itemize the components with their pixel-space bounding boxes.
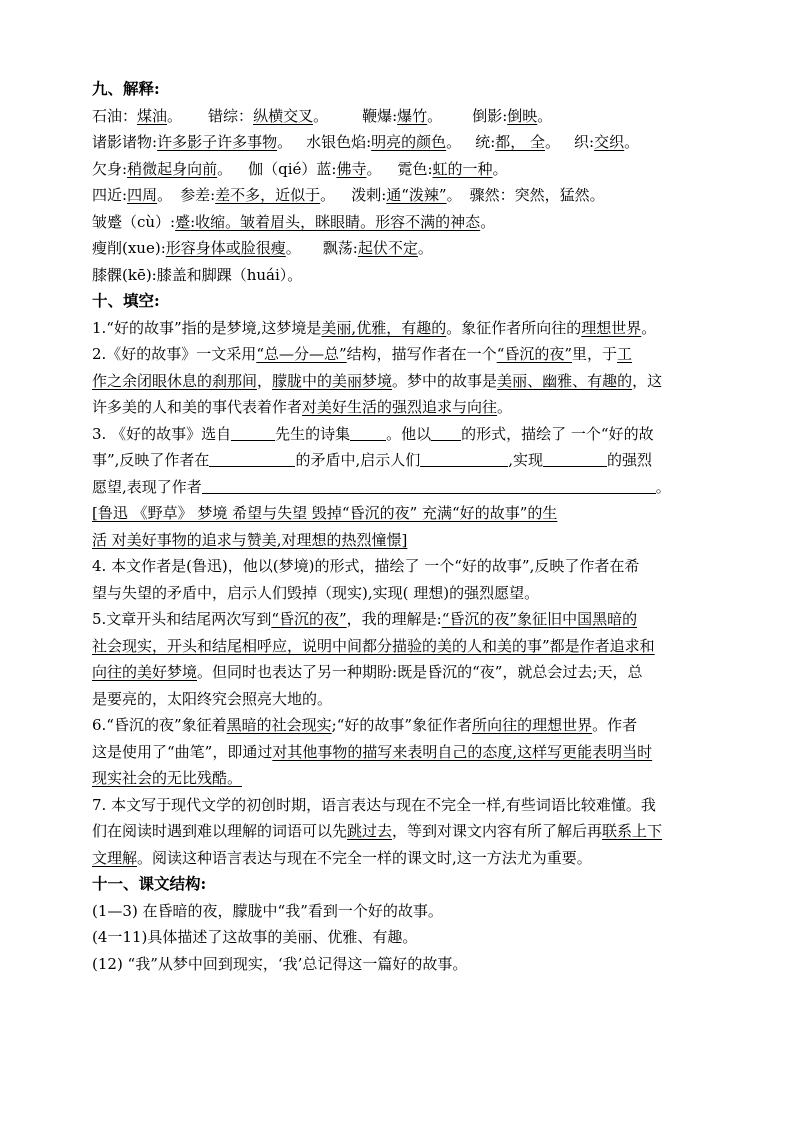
answer-underlined: 黑暗的社会现实 [226,716,332,734]
answer-underlined: “昏沉的夜” [496,345,573,363]
glossary-row-6: 瘦削(xue):形容身体或脸很瘦。 飘荡:起伏不定。 [92,239,433,257]
structure-item: (1—3) 在昏暗的夜，朦胧中“我”看到一个好的故事。 [92,901,443,920]
answer-underlined: 美丽、幽雅、有趣的 [497,371,633,390]
glossary-definition: 煤油 [137,106,168,125]
glossary-definition: 爆竹 [397,106,428,125]
glossary-row-2: 诸影诸物:许多影子许多事物。 水银色焰:明亮的颜色。 统:都， 全。 织:交织。 [92,133,640,151]
fill-blank[interactable] [543,450,607,467]
glossary-definition: 稍微起身向前 [127,159,218,178]
fill-blank[interactable] [209,450,295,467]
structure-item: (12) “我”从梦中回到现实，‘我’总记得这一篇好的故事。 [92,954,468,973]
document-page [92,76,712,977]
section-9-heading: 九、解释: [92,79,160,98]
glossary-definition: 虹的一种 [432,159,493,178]
question-6: 6.“昏沉的夜”象征着黑暗的社会现实;“好的故事”象征作者所向往的理想世界。作者 这是使用了“曲笔”，即通过对其他事物的描写来表明自己的态度,这样写更能表明当时 现实社会的无比残酷。 [92,716,653,787]
glossary-definition: 起伏不定 [357,239,418,257]
glossary-row-3: 欠身:稍微起身向前。 伽（qié）蓝:佛寺。 霓色:虹的一种。 [92,159,508,178]
glossary-term: 骤然： [469,186,515,204]
glossary-term: 诸影诸物: [92,133,158,151]
answer-underlined: 现实社会的无比残酷。 [92,769,243,787]
glossary-term: 泼剌: [351,186,387,204]
glossary-definition: 倒映 [507,106,538,125]
glossary-term: 织: [574,133,595,151]
answer-underlined: 社会现实，开头和结尾相呼应，说明中间都分描验的美的人和美的事”都是作者追求和 [92,636,655,655]
question-1: 1.“好的故事”指的是梦境,这梦境是美丽,优雅，有趣的。象征作者所向往的理想世界。 [92,318,657,337]
answer-underlined: 对美好生活的强烈追求与向往 [302,398,498,416]
answer-underlined: “昏沉的夜”象征旧中国黑暗的 [441,610,638,628]
answer-underlined: 理想世界 [581,318,642,337]
question-3: 3. 《好的故事》选自 先生的诗集 。他以 的形式，描绘了 一个“好的故 事”,反映了作者在 的矛盾中,启示人们 ,实现 的强烈 愿望,表现了作者 。 [92,424,671,496]
glossary-definition: 都， 全 [495,133,546,151]
answer-underlined: 朦胧中的美丽梦境 [272,371,393,390]
glossary-term: 鞭爆: [362,106,398,125]
answer-underlined: 工 [617,345,633,363]
answer-underlined: “总—分—总” [256,345,347,363]
question-4: 4. 本文作者是(鲁迅)，他以(梦境)的形式，描绘了 一个“好的故事”,反映了作者在希 望与失望的矛盾中，启示人们毁掉（现实),实现( 理想)的强烈愿望。 [92,557,640,602]
glossary-term: 飘荡: [322,239,358,257]
glossary-definition: 差不多，近似于 [215,186,321,204]
answer-underlined: 文理解 [92,848,138,867]
section-11-heading: 十一、课文结构: [92,874,207,893]
glossary-definition: 突然，猛然 [514,186,590,204]
glossary-definition: 许多影子许多事物 [157,133,278,151]
structure-item: (4一11)具体描述了这故事的美丽、优雅、有趣。 [92,928,418,946]
fill-blank[interactable] [231,424,275,441]
question-2: 2.《好的故事》一文采用“总—分—总”结构，描写作者在一个“昏沉的夜”里，于工 作之余闭眼休息的刹那间，朦胧中的美丽梦境。梦中的故事是美丽、幽雅、有趣的，这 许多美的人和美的事代表着作者对美好生活的强烈追求与向往。 [92,345,663,416]
answer-underlined: 所向往的理想世界 [472,716,593,734]
glossary-term: 霓色: [397,159,433,178]
glossary-term: 参差: [180,186,216,204]
section-10-heading: 十、填空: [92,291,160,310]
glossary-term: 石油： [92,106,138,125]
answer-underlined: “昏沉的夜” [271,610,347,628]
fill-blank[interactable] [202,477,656,494]
glossary-term: 统: [475,133,496,151]
glossary-row-4: 四近:四周。 参差:差不多，近似于。 泼剌:通“泼辣”。 骤然：突然，猛然。 [92,186,605,204]
glossary-term: 倒影: [472,106,508,125]
glossary-row-1: 石油：煤油。 错综：纵横交叉。 鞭爆:爆竹。 倒影:倒映。 [92,106,553,125]
glossary-term: 错综： [208,106,254,125]
glossary-definition: 明亮的颜色 [371,133,447,151]
glossary-term: 瘦削(xue): [92,239,166,257]
glossary-term: 伽（qié）蓝: [248,159,337,178]
answer-underlined: 美丽,优雅，有趣的 [321,318,447,337]
answer-key: [鲁迅 《野草》 梦境 希望与失望 毁掉“昏沉的夜” 充满“好的故事”的生 活 对美好事物的追求与赞美,对理想的热烈憧憬] [92,504,558,549]
glossary-term: 水银色焰: [306,133,372,151]
glossary-definition: 蹙:收缩。皱着眉头，眯眼睛。形容不满的神态 [175,212,481,231]
glossary-term: 欠身: [92,159,128,178]
question-5: 5.文章开头和结尾两次写到“昏沉的夜”，我的理解是:“昏沉的夜”象征旧中国黑暗的 社会现实，开头和结尾相呼应，说明中间都分描验的美的人和美的事”都是作者追求和 向往的美好梦境。但同时也表达了另一种期盼:既是昏沉的“夜”，就总会过去;天，总 是要亮的，太阳终究会照亮大地的。 [92,610,655,708]
question-7: 7. 本文写于现代文学的初创时期，语言表达与现在不完全一样,有些词语比较难懂。我 们在阅读时遇到难以理解的词语可以先跳过去，等到对课文内容有所了解后再联系上下 文理解。阅读这种语言表达与现在不完全一样的课文时,这一方法尤为重要。 [92,795,663,867]
fill-blank[interactable] [350,424,386,441]
glossary-definition: 形容身体或脸很瘦 [165,239,286,257]
glossary-term: 四近: [92,186,128,204]
glossary-definition: 通“泼辣” [386,186,447,204]
glossary-row-5: 皱蹙（cù）:蹙:收缩。皱着眉头，眯眼睛。形容不满的神态。 [92,212,496,231]
fill-blank[interactable] [420,450,508,467]
answer-underlined: 作之余闭眼休息的刹那间 [92,371,258,390]
glossary-definition: 交织 [594,133,625,151]
answer-underlined: 跳过去 [347,822,393,840]
answer-underlined: 向往的美好梦境 [92,663,198,681]
answer-underlined: 对其他事物的描写来表明自己的态度,这样写更能表明当时 [272,742,653,761]
answer-underlined: 联系上下 [602,822,663,840]
glossary-definition: 纵横交叉 [253,106,314,125]
glossary-definition: 四周 [127,186,158,204]
glossary-row-7: 膝髁(kē):膝盖和脚踝（huái）。 [92,265,303,284]
glossary-term: 皱蹙（cù）: [92,212,176,231]
fill-blank[interactable] [431,424,461,441]
glossary-definition: 佛寺 [336,159,367,178]
